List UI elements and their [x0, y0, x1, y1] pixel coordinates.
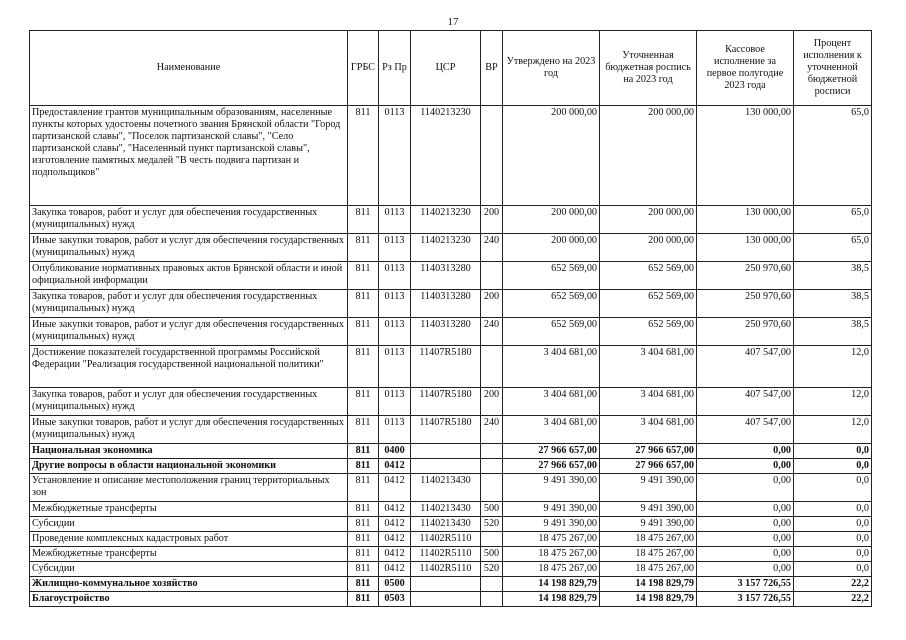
- row-csr: 1140213230: [411, 106, 481, 206]
- row-approved: 3 404 681,00: [503, 388, 600, 416]
- row-approved: 200 000,00: [503, 206, 600, 234]
- row-vr: [481, 474, 503, 502]
- row-cash: 3 157 726,55: [697, 577, 794, 592]
- row-csr: 11407R5180: [411, 416, 481, 444]
- row-cash: 3 157 726,55: [697, 592, 794, 607]
- table-row: [30, 262, 872, 290]
- row-approved: 14 198 829,79: [503, 577, 600, 592]
- table-row: [30, 318, 872, 346]
- row-rzpr: 0412: [379, 474, 411, 502]
- row-csr: 1140213430: [411, 502, 481, 517]
- row-cash: 130 000,00: [697, 234, 794, 262]
- row-percent: 22,2: [794, 577, 872, 592]
- row-approved: 18 475 267,00: [503, 562, 600, 577]
- row-refined: 3 404 681,00: [600, 388, 697, 416]
- row-grbs: 811: [348, 502, 379, 517]
- row-rzpr: 0113: [379, 234, 411, 262]
- row-rzpr: 0412: [379, 562, 411, 577]
- table-row: [30, 290, 872, 318]
- page-number: 17: [447, 16, 459, 28]
- row-grbs: 811: [348, 346, 379, 388]
- row-grbs: 811: [348, 592, 379, 607]
- row-refined: 652 569,00: [600, 262, 697, 290]
- row-vr: 500: [481, 502, 503, 517]
- row-cash: 0,00: [697, 532, 794, 547]
- row-vr: [481, 346, 503, 388]
- table-row: [30, 106, 872, 206]
- header-rzpr: Рз Пр: [379, 31, 411, 106]
- row-cash: 0,00: [697, 474, 794, 502]
- row-rzpr: 0412: [379, 502, 411, 517]
- row-vr: 240: [481, 234, 503, 262]
- row-refined: 18 475 267,00: [600, 547, 697, 562]
- table-row: [30, 459, 872, 474]
- row-csr: 11402R5110: [411, 547, 481, 562]
- row-approved: 652 569,00: [503, 262, 600, 290]
- row-refined: 200 000,00: [600, 206, 697, 234]
- row-cash: 130 000,00: [697, 206, 794, 234]
- row-name: Национальная экономика: [30, 444, 348, 459]
- row-refined: 652 569,00: [600, 318, 697, 346]
- row-name: Иные закупки товаров, работ и услуг для обеспечения государственных (муниципальных) нужд: [30, 318, 348, 346]
- row-refined: 27 966 657,00: [600, 444, 697, 459]
- row-refined: 200 000,00: [600, 106, 697, 206]
- row-vr: 240: [481, 318, 503, 346]
- table-header-row: [30, 31, 872, 106]
- row-name: Субсидии: [30, 562, 348, 577]
- row-grbs: 811: [348, 234, 379, 262]
- row-percent: 65,0: [794, 206, 872, 234]
- row-grbs: 811: [348, 106, 379, 206]
- table-row: [30, 444, 872, 459]
- row-approved: 14 198 829,79: [503, 592, 600, 607]
- row-percent: 0,0: [794, 562, 872, 577]
- row-name: Иные закупки товаров, работ и услуг для обеспечения государственных (муниципальных) нужд: [30, 416, 348, 444]
- row-refined: 18 475 267,00: [600, 562, 697, 577]
- row-csr: 1140213230: [411, 206, 481, 234]
- row-percent: 0,0: [794, 459, 872, 474]
- row-percent: 12,0: [794, 346, 872, 388]
- row-approved: 652 569,00: [503, 290, 600, 318]
- header-refined: Уточненная бюджетная роспись на 2023 год: [600, 31, 697, 106]
- row-percent: 0,0: [794, 517, 872, 532]
- row-name: Межбюджетные трансферты: [30, 547, 348, 562]
- row-cash: 0,00: [697, 547, 794, 562]
- row-percent: 22,2: [794, 592, 872, 607]
- row-grbs: 811: [348, 532, 379, 547]
- row-percent: 38,5: [794, 290, 872, 318]
- row-refined: 27 966 657,00: [600, 459, 697, 474]
- row-csr: 1140313280: [411, 318, 481, 346]
- row-vr: 200: [481, 206, 503, 234]
- table-row: [30, 234, 872, 262]
- row-refined: 652 569,00: [600, 290, 697, 318]
- row-refined: 18 475 267,00: [600, 532, 697, 547]
- row-grbs: 811: [348, 290, 379, 318]
- row-csr: [411, 459, 481, 474]
- row-cash: 407 547,00: [697, 416, 794, 444]
- row-name: Межбюджетные трансферты: [30, 502, 348, 517]
- row-cash: 0,00: [697, 459, 794, 474]
- row-csr: 11402R5110: [411, 532, 481, 547]
- table-row: [30, 206, 872, 234]
- header-vr: ВР: [481, 31, 503, 106]
- row-percent: 12,0: [794, 416, 872, 444]
- table-row: [30, 577, 872, 592]
- row-cash: 130 000,00: [697, 106, 794, 206]
- row-name: Закупка товаров, работ и услуг для обеспечения государственных (муниципальных) нужд: [30, 206, 348, 234]
- header-percent: Процент исполнения к уточненной бюджетной росписи: [794, 31, 872, 106]
- table-row: [30, 517, 872, 532]
- row-name: Установление и описание местоположения границ территориальных зон: [30, 474, 348, 502]
- row-grbs: 811: [348, 547, 379, 562]
- row-csr: 1140213230: [411, 234, 481, 262]
- row-approved: 18 475 267,00: [503, 547, 600, 562]
- header-cash: Кассовое исполнение за первое полугодие 2023 года: [697, 31, 794, 106]
- row-rzpr: 0113: [379, 318, 411, 346]
- row-grbs: 811: [348, 318, 379, 346]
- row-refined: 9 491 390,00: [600, 474, 697, 502]
- row-csr: 1140213430: [411, 474, 481, 502]
- budget-table: [29, 30, 872, 607]
- row-grbs: 811: [348, 416, 379, 444]
- row-approved: 200 000,00: [503, 106, 600, 206]
- row-rzpr: 0503: [379, 592, 411, 607]
- header-approved: Утверждено на 2023 год: [503, 31, 600, 106]
- row-cash: 0,00: [697, 502, 794, 517]
- row-grbs: 811: [348, 388, 379, 416]
- table-row: [30, 474, 872, 502]
- row-vr: 520: [481, 517, 503, 532]
- row-refined: 9 491 390,00: [600, 502, 697, 517]
- row-approved: 9 491 390,00: [503, 474, 600, 502]
- row-percent: 12,0: [794, 388, 872, 416]
- row-vr: [481, 592, 503, 607]
- row-cash: 0,00: [697, 444, 794, 459]
- row-cash: 0,00: [697, 562, 794, 577]
- row-vr: 200: [481, 290, 503, 318]
- row-rzpr: 0412: [379, 517, 411, 532]
- row-cash: 407 547,00: [697, 388, 794, 416]
- row-name: Иные закупки товаров, работ и услуг для обеспечения государственных (муниципальных) нужд: [30, 234, 348, 262]
- row-grbs: 811: [348, 459, 379, 474]
- header-name: Наименование: [30, 31, 348, 106]
- row-name: Закупка товаров, работ и услуг для обеспечения государственных (муниципальных) нужд: [30, 388, 348, 416]
- row-grbs: 811: [348, 474, 379, 502]
- row-name: Предоставление грантов муниципальным образованиям, населенные пункты которых удостоены почетного звания Брянской области "Город партизанской славы", "Поселок партизанской славы", "Село партизанской славы", "Населенный пункт партизанской славы", изготовление памятных медалей "В честь подвига партизан и подпольщиков": [30, 106, 348, 206]
- row-approved: 3 404 681,00: [503, 346, 600, 388]
- row-name: Благоустройство: [30, 592, 348, 607]
- row-percent: 0,0: [794, 532, 872, 547]
- row-rzpr: 0412: [379, 532, 411, 547]
- row-csr: [411, 444, 481, 459]
- row-cash: 407 547,00: [697, 346, 794, 388]
- row-name: Опубликование нормативных правовых актов Брянской области и иной официальной информации: [30, 262, 348, 290]
- table-body: [30, 106, 872, 607]
- row-rzpr: 0412: [379, 547, 411, 562]
- table-row: [30, 502, 872, 517]
- row-percent: 0,0: [794, 547, 872, 562]
- table-row: [30, 416, 872, 444]
- row-grbs: 811: [348, 562, 379, 577]
- row-vr: [481, 444, 503, 459]
- row-percent: 38,5: [794, 262, 872, 290]
- row-refined: 14 198 829,79: [600, 577, 697, 592]
- row-vr: [481, 532, 503, 547]
- row-rzpr: 0113: [379, 206, 411, 234]
- row-rzpr: 0412: [379, 459, 411, 474]
- row-approved: 652 569,00: [503, 318, 600, 346]
- row-refined: 200 000,00: [600, 234, 697, 262]
- row-vr: 500: [481, 547, 503, 562]
- table-row: [30, 562, 872, 577]
- row-percent: 0,0: [794, 502, 872, 517]
- row-percent: 0,0: [794, 474, 872, 502]
- row-csr: 1140313280: [411, 262, 481, 290]
- row-approved: 27 966 657,00: [503, 444, 600, 459]
- row-vr: [481, 262, 503, 290]
- row-approved: 200 000,00: [503, 234, 600, 262]
- row-cash: 0,00: [697, 517, 794, 532]
- row-vr: 200: [481, 388, 503, 416]
- row-vr: [481, 106, 503, 206]
- table-row: [30, 388, 872, 416]
- row-vr: [481, 459, 503, 474]
- row-csr: 1140213430: [411, 517, 481, 532]
- row-csr: 11407R5180: [411, 388, 481, 416]
- row-rzpr: 0500: [379, 577, 411, 592]
- row-csr: 11402R5110: [411, 562, 481, 577]
- row-rzpr: 0113: [379, 388, 411, 416]
- row-refined: 3 404 681,00: [600, 416, 697, 444]
- table-row: [30, 592, 872, 607]
- row-vr: 240: [481, 416, 503, 444]
- row-percent: 65,0: [794, 234, 872, 262]
- row-rzpr: 0113: [379, 106, 411, 206]
- row-name: Субсидии: [30, 517, 348, 532]
- table-row: [30, 547, 872, 562]
- row-percent: 65,0: [794, 106, 872, 206]
- row-refined: 14 198 829,79: [600, 592, 697, 607]
- row-vr: [481, 577, 503, 592]
- row-csr: [411, 577, 481, 592]
- row-csr: 11407R5180: [411, 346, 481, 388]
- header-grbs: ГРБС: [348, 31, 379, 106]
- row-name: Достижение показателей государственной программы Российской Федерации "Реализация государственной национальной политики": [30, 346, 348, 388]
- row-grbs: 811: [348, 206, 379, 234]
- row-grbs: 811: [348, 444, 379, 459]
- row-grbs: 811: [348, 577, 379, 592]
- row-approved: 27 966 657,00: [503, 459, 600, 474]
- row-approved: 3 404 681,00: [503, 416, 600, 444]
- row-name: Жилищно-коммунальное хозяйство: [30, 577, 348, 592]
- row-cash: 250 970,60: [697, 318, 794, 346]
- row-cash: 250 970,60: [697, 262, 794, 290]
- row-cash: 250 970,60: [697, 290, 794, 318]
- row-approved: 9 491 390,00: [503, 517, 600, 532]
- row-name: Закупка товаров, работ и услуг для обеспечения государственных (муниципальных) нужд: [30, 290, 348, 318]
- row-name: Проведение комплексных кадастровых работ: [30, 532, 348, 547]
- row-name: Другие вопросы в области национальной экономики: [30, 459, 348, 474]
- row-vr: 520: [481, 562, 503, 577]
- table-row: [30, 346, 872, 388]
- row-csr: [411, 592, 481, 607]
- row-rzpr: 0400: [379, 444, 411, 459]
- row-refined: 9 491 390,00: [600, 517, 697, 532]
- row-approved: 9 491 390,00: [503, 502, 600, 517]
- row-grbs: 811: [348, 517, 379, 532]
- row-percent: 0,0: [794, 444, 872, 459]
- row-percent: 38,5: [794, 318, 872, 346]
- table-row: [30, 532, 872, 547]
- row-rzpr: 0113: [379, 262, 411, 290]
- row-rzpr: 0113: [379, 290, 411, 318]
- row-rzpr: 0113: [379, 416, 411, 444]
- row-grbs: 811: [348, 262, 379, 290]
- header-csr: ЦСР: [411, 31, 481, 106]
- row-rzpr: 0113: [379, 346, 411, 388]
- row-refined: 3 404 681,00: [600, 346, 697, 388]
- row-approved: 18 475 267,00: [503, 532, 600, 547]
- row-csr: 1140313280: [411, 290, 481, 318]
